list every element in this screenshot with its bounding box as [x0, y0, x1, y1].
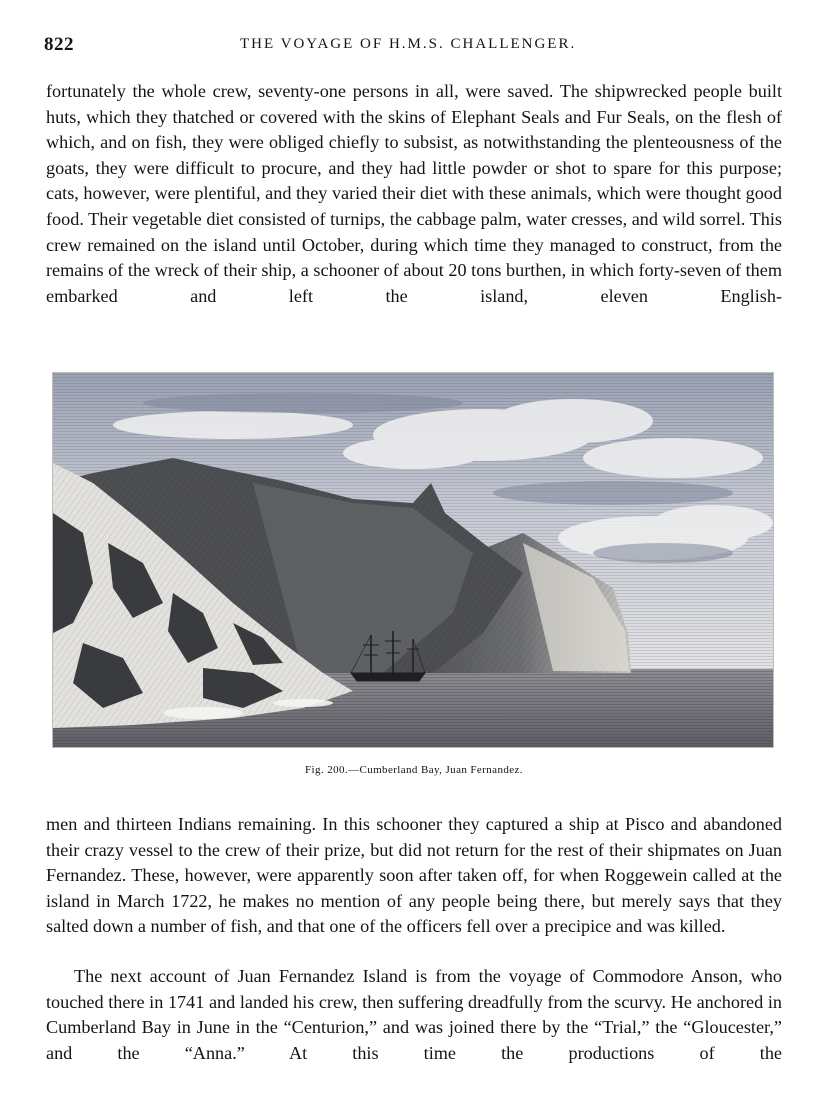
- paragraph-1: fortunately the whole crew, seventy-one persons in all, were saved. The shipwrecked people built huts, which they thatched or covered with the skins of Elephant Seals and Fur Seals, on the flesh of which, and on fish, they were obliged chiefly to subsist, as notwithstanding the plenteousness of the goats, they were difficult to procure, and they had little powder or shot to spare for this purpose; cats, however, were plentiful, and they varied their diet with these animals, which were thought good food. Their vegetable diet consisted of turnips, the cabbage palm, water cresses, and wild sorrel. This crew remained on the island until October, during which time they managed to construct, from the remains of the wreck of their ship, a schooner of about 20 tons burthen, in which forty-seven of them embarked and left the island, eleven English-: [46, 81, 782, 306]
- engraving-figure: [52, 372, 774, 748]
- cumberland-bay-engraving: [53, 373, 773, 747]
- page-number: 822: [44, 34, 74, 55]
- figure-caption: Fig. 200.—Cumberland Bay, Juan Fernandez.: [305, 764, 523, 776]
- page-header: [44, 34, 784, 58]
- paragraph-2: men and thirteen Indians remaining. In this schooner they captured a ship at Pisco and abandoned their crazy vessel to the crew of their prize, but did not return for the rest of their shipmates on Juan Fernandez. These, however, were apparently soon after taken off, for when Roggewein called at the island in March 1722, he makes no mention of any people being there, but merely says that they salted down a number of fish, and that one of the officers fell over a precipice and was killed.: [46, 814, 782, 937]
- running-title: THE VOYAGE OF H.M.S. CHALLENGER.: [240, 36, 577, 52]
- paragraph-3: The next account of Juan Fernandez Island is from the voyage of Commodore Anson, who touched there in 1741 and landed his crew, then suffering dreadfully from the scurvy. He anchored in Cumberland Bay in June in the “Centurion,” and was joined there by the “Trial,” the “Gloucester,” and the “Anna.” At this time the productions of the: [46, 966, 782, 1063]
